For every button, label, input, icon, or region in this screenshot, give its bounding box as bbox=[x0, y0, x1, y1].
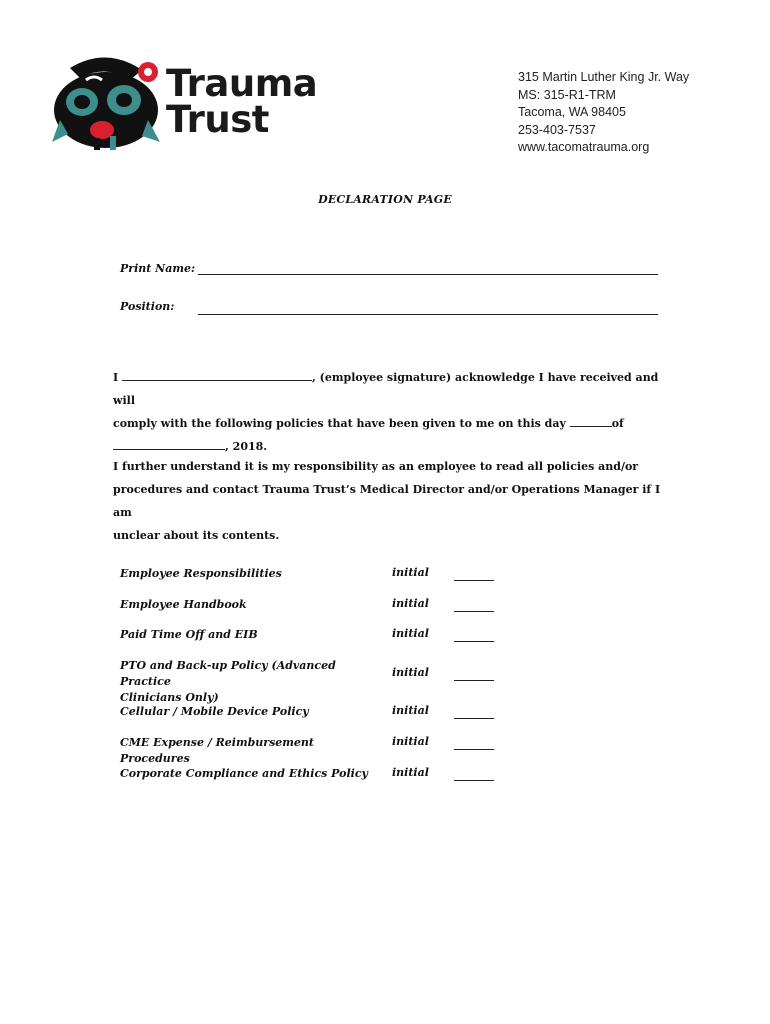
policy-row bbox=[120, 597, 520, 621]
initial-label: initial bbox=[392, 627, 429, 640]
initial-label: initial bbox=[392, 735, 429, 748]
policy-name bbox=[120, 658, 380, 706]
address-city: Tacoma, WA 98405 bbox=[518, 105, 626, 119]
initial-label: initial bbox=[392, 766, 429, 779]
initial-label: initial bbox=[392, 597, 429, 610]
policy-row bbox=[120, 658, 520, 704]
policy-name: Corporate Compliance and Ethics Policy bbox=[120, 767, 368, 780]
acknowledgement-line-2 bbox=[113, 412, 673, 435]
responsibility-paragraph bbox=[113, 455, 673, 547]
policy-name: Employee Responsibilities bbox=[120, 567, 282, 580]
print-name-label: Print Name: bbox=[120, 262, 196, 275]
policy-name: CME Expense / Reimbursement Procedures bbox=[120, 736, 314, 765]
position-label: Position: bbox=[120, 300, 175, 313]
ack-year-text: , 2018. bbox=[225, 440, 268, 453]
address-mailstop: MS: 315-R1-TRM bbox=[518, 87, 616, 102]
initial-label: initial bbox=[392, 704, 429, 717]
policy-name-line-2: Clinicians Only) bbox=[120, 691, 219, 704]
logo-word-trust: Trust bbox=[166, 98, 269, 141]
ack-line-2-text: comply with the following policies that have been given to me on this day bbox=[113, 417, 566, 430]
day-field[interactable] bbox=[570, 414, 612, 427]
logo-wordmark bbox=[166, 62, 318, 141]
address-website: www.tacomatrauma.org bbox=[518, 140, 650, 154]
initial-field[interactable] bbox=[454, 718, 494, 719]
policy-row bbox=[120, 735, 520, 765]
acknowledgement-line-1 bbox=[113, 366, 673, 412]
acknowledgement-paragraph bbox=[113, 366, 673, 458]
address-phone: 253-403-7537 bbox=[518, 122, 596, 137]
initial-field[interactable] bbox=[454, 641, 494, 642]
responsibility-line-1: I further understand it is my responsibility as an employee to read all policies and/or bbox=[113, 460, 639, 473]
address-block bbox=[518, 69, 689, 157]
policy-name: Paid Time Off and EIB bbox=[120, 628, 258, 641]
policy-row bbox=[120, 766, 520, 790]
initial-label: initial bbox=[392, 666, 429, 679]
thunderbird-logo-icon bbox=[50, 50, 162, 154]
month-field[interactable] bbox=[113, 437, 225, 450]
initial-label: initial bbox=[392, 566, 429, 579]
policy-name-line-1: PTO and Back-up Policy (Advanced Practice bbox=[120, 659, 336, 688]
initial-field[interactable] bbox=[454, 680, 494, 681]
trauma-trust-logo bbox=[50, 50, 330, 160]
page-title: DECLARATION PAGE bbox=[318, 193, 452, 206]
responsibility-line-3: unclear about its contents. bbox=[113, 529, 280, 542]
address-street: 315 Martin Luther King Jr. Way bbox=[518, 70, 690, 84]
policy-row bbox=[120, 627, 520, 651]
ack-start-text: I bbox=[113, 371, 119, 384]
ack-after-signature-text: , (employee signature) acknowledge I have received and will bbox=[113, 371, 659, 407]
policy-row bbox=[120, 566, 520, 590]
ack-of-text: of bbox=[611, 417, 624, 430]
initial-field[interactable] bbox=[454, 780, 494, 781]
print-name-field[interactable] bbox=[198, 274, 658, 275]
policy-name: Employee Handbook bbox=[120, 598, 247, 611]
initial-field[interactable] bbox=[454, 749, 494, 750]
responsibility-line-2: procedures and contact Trauma Trust’s Medical Director and/or Operations Manager if I am bbox=[113, 483, 661, 519]
initial-field[interactable] bbox=[454, 580, 494, 581]
logo-word-trauma: Trauma bbox=[166, 62, 318, 105]
position-field[interactable] bbox=[198, 314, 658, 315]
employee-signature-field[interactable] bbox=[122, 368, 312, 381]
policy-name: Cellular / Mobile Device Policy bbox=[120, 705, 309, 718]
policy-row bbox=[120, 704, 520, 728]
initial-field[interactable] bbox=[454, 611, 494, 612]
